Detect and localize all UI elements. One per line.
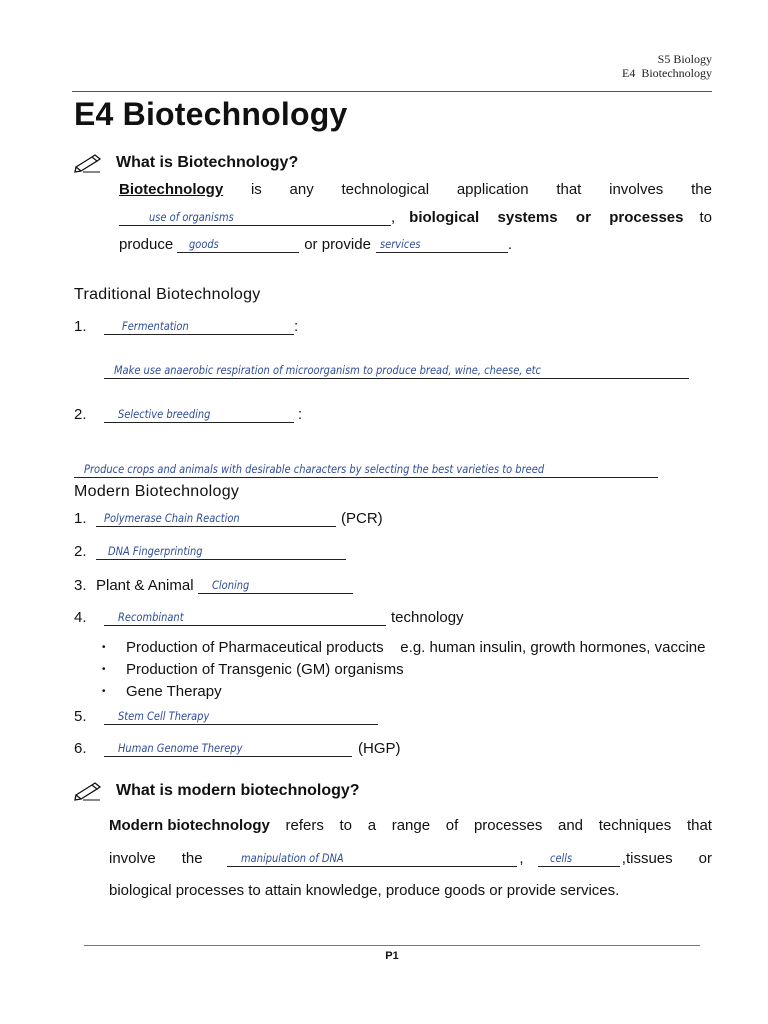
q1-blank-services[interactable] [376, 236, 508, 253]
q1-bold-phrase [409, 209, 683, 226]
q1-bold-word: or [575, 209, 591, 226]
q2-the: the [181, 850, 203, 867]
item-number: 3. [74, 577, 87, 594]
page-header [622, 52, 712, 80]
q1-word: is [250, 181, 262, 198]
q2-heading [74, 781, 360, 801]
traditional-blank-1[interactable] [104, 318, 294, 335]
modern-answer-1: Polymerase Chain Reaction [104, 511, 240, 525]
page-title: E4 Biotechnology [74, 96, 348, 132]
q1-answer-goods: goods [189, 237, 220, 251]
modern-blank-5[interactable] [104, 708, 378, 725]
q1-bold-word: processes [609, 209, 684, 226]
q2-word: processes [473, 817, 543, 834]
modern-answer-2: DNA Fingerprinting [108, 544, 203, 558]
q1-line1 [119, 181, 712, 198]
header-topic: E4 Biotechnology [622, 66, 712, 80]
traditional-blank-2[interactable] [104, 406, 294, 423]
q1-answer-services: services [379, 237, 421, 251]
traditional-detail-line-1[interactable] [104, 362, 689, 379]
q1-comma: , [391, 209, 396, 226]
q2-word: and [558, 817, 584, 834]
q1-word: the [691, 181, 712, 198]
q2-line2 [109, 850, 712, 867]
traditional-answer-1: Fermentation [122, 319, 189, 333]
bullet-dot: • [102, 685, 106, 697]
modern-blank-2[interactable] [96, 543, 346, 560]
q2-comma: , [519, 850, 524, 867]
modern-item-3 [74, 577, 353, 594]
modern-answer-4: Recombinant [118, 610, 184, 624]
q1-bold-word: systems [497, 209, 558, 226]
item-suffix: technology [391, 609, 464, 626]
q2-word: a [367, 817, 377, 834]
q1-to: to [699, 209, 712, 226]
footer-rule [84, 945, 700, 946]
q2-comma: , [621, 850, 626, 867]
q2-word: range [391, 817, 431, 834]
page-number: P1 [385, 950, 399, 962]
modern-heading: Modern Biotechnology [74, 483, 240, 500]
q2-word: of [445, 817, 459, 834]
q1-period: . [507, 236, 513, 253]
q2-word: that [686, 817, 712, 834]
traditional-item-2 [74, 406, 302, 423]
modern-answer-5: Stem Cell Therapy [118, 709, 210, 723]
modern-bullets [98, 636, 718, 702]
header-rule [72, 91, 712, 92]
q1-line3 [119, 236, 512, 253]
header-course: S5 Biology [657, 52, 712, 66]
q1-word-biotech: Biotechnology [119, 181, 224, 198]
q1-heading [74, 153, 298, 173]
item-prefix: Plant & Animal [96, 577, 194, 594]
bullet-text: Production of Transgenic (GM) organisms [126, 660, 404, 678]
item-number: 1. [74, 318, 87, 335]
q2-tissues: tissues [625, 850, 673, 867]
traditional-detail-2: Produce crops and animals with desirable characters by selecting the best varieties to breed [84, 462, 545, 476]
q1-blank-goods[interactable] [177, 236, 299, 253]
modern-item-1 [74, 510, 383, 527]
q1-heading-text: What is Biotechnology? [116, 154, 299, 171]
item-number: 5. [74, 708, 87, 725]
q2-word: refers [285, 817, 324, 834]
q1-or-provide: or provide [304, 236, 371, 253]
bullet-dot: • [102, 641, 106, 653]
traditional-detail-line-2[interactable] [74, 461, 658, 478]
q2-line3: biological processes to attain knowledge, produce goods or provide services. [109, 882, 620, 899]
bullet-dot: • [102, 663, 106, 675]
traditional-heading: Traditional Biotechnology [74, 286, 261, 303]
q1-word: application [456, 181, 529, 198]
q1-bold-word: biological [409, 209, 480, 226]
item-number: 6. [74, 740, 87, 757]
item-number: 1. [74, 510, 87, 527]
traditional-answer-2: Selective breeding [118, 407, 211, 421]
q1-word: any [289, 181, 314, 198]
q1-produce: produce [119, 236, 174, 253]
modern-item-5 [74, 708, 378, 725]
bullet-item [98, 658, 718, 680]
modern-blank-3[interactable] [198, 577, 353, 594]
modern-answer-6: Human Genome Therepy [118, 741, 243, 755]
item-suffix: : [294, 318, 299, 335]
modern-blank-4[interactable] [104, 609, 386, 626]
bullet-text: Gene Therapy [126, 682, 222, 700]
bullet-text: Production of Pharmaceutical products e.g. human insulin, growth hormones, vaccine [126, 638, 706, 656]
item-number: 4. [74, 609, 87, 626]
modern-item-2 [74, 543, 346, 560]
q1-word: that [556, 181, 582, 198]
q2-line1 [109, 817, 712, 834]
q2-involve: involve [109, 850, 156, 867]
pencil-icon [74, 781, 102, 801]
q1-line2 [119, 209, 712, 226]
bullet-item [98, 680, 718, 702]
q2-blank-cells[interactable] [538, 850, 620, 867]
modern-item-4 [74, 609, 464, 626]
modern-answer-3: Cloning [211, 578, 249, 592]
bullet-item [98, 636, 718, 658]
traditional-detail-1: Make use anaerobic respiration of microorganism to produce bread, wine, cheese, etc [114, 363, 541, 377]
item-suffix: (PCR) [341, 510, 383, 527]
q2-answer-manip: manipulation of DNA [240, 851, 344, 865]
q2-heading-text: What is modern biotechnology? [116, 782, 360, 799]
q2-or: or [698, 850, 712, 867]
modern-blank-1[interactable] [96, 510, 336, 527]
q1-blank-organisms[interactable] [119, 209, 391, 226]
item-suffix: : [298, 406, 303, 423]
q2-word: techniques [598, 817, 672, 834]
q2-blank-manip[interactable] [227, 850, 518, 867]
item-suffix: (HGP) [358, 740, 401, 757]
q2-bold-term: Modern biotechnology [109, 817, 270, 834]
pencil-icon [74, 153, 102, 173]
modern-blank-6[interactable] [104, 740, 352, 757]
item-number: 2. [74, 543, 87, 560]
traditional-item-1 [74, 318, 298, 335]
q1-word: involves [609, 181, 664, 198]
q1-word: technological [341, 181, 430, 198]
q2-word: to [339, 817, 353, 834]
modern-item-6 [74, 740, 401, 757]
q2-answer-cells: cells [549, 851, 572, 865]
q1-answer-organisms: use of organisms [149, 210, 234, 224]
item-number: 2. [74, 406, 87, 423]
